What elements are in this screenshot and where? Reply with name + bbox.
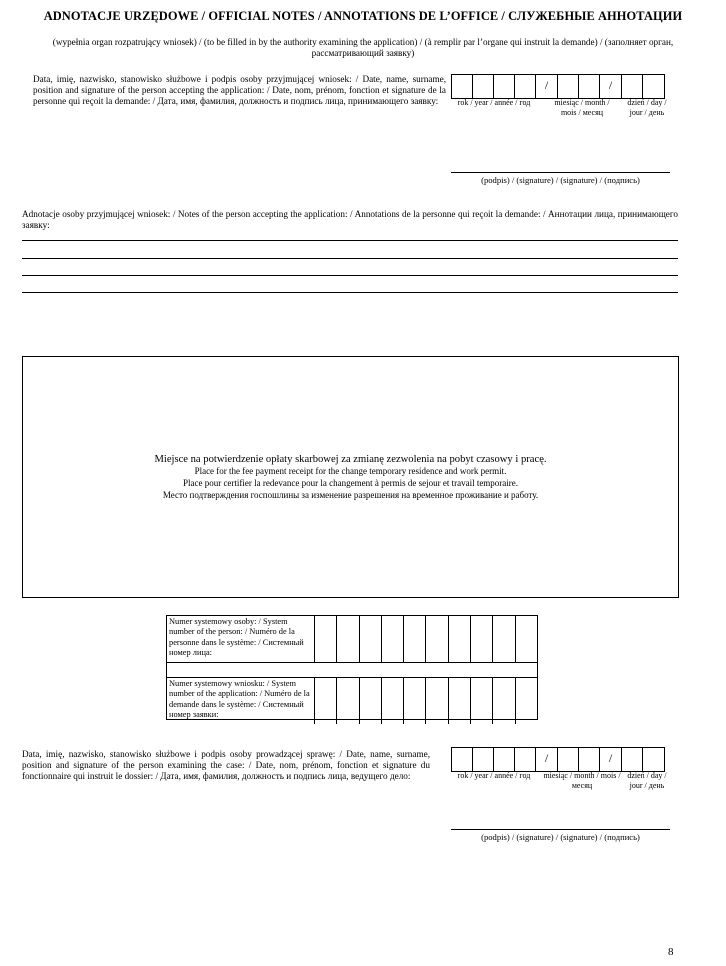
application-number-cell[interactable] [426,678,448,724]
date-month-cell-2[interactable] [579,75,600,98]
system-table-gap [167,662,537,678]
fee-text-ru: Место подтверждения госпошлины за изменение разрешения на временное проживание и работу. [162,490,539,500]
examiner-signature-label: (podpis) / (signature) / (signature) / (подпись) [481,832,640,842]
date-separator: / [536,748,558,771]
date-month-label: miesiąc / month / mois / месяц [554,98,610,117]
date-day-label: dzień / day / jour / день [627,771,667,790]
date-day-cell-1[interactable] [622,748,643,771]
person-number-cell[interactable] [426,616,448,662]
date-year-label: rok / year / année / год [457,771,531,780]
person-number-cell[interactable] [404,616,426,662]
person-system-number-field[interactable] [315,616,537,662]
page-title: ADNOTACJE URZĘDOWE / OFFICIAL NOTES / ANNOTATIONS DE L’OFFICE / СЛУЖЕБНЫЕ АННОТАЦИИ [43,9,683,23]
page-subtitle: (wypełnia organ rozpatrujący wniosek) / (to be filled in by the authority examining the application) / (à remplir par l’organe qui instruit la demande) / (заполняет орган, рассматривающий заявку) [52,37,674,58]
date-separator: / [600,748,622,771]
application-number-cell[interactable] [471,678,493,724]
person-number-cell[interactable] [360,616,382,662]
person-number-cell[interactable] [516,616,537,662]
application-system-number-field[interactable] [315,678,537,724]
date-day-cell-1[interactable] [622,75,643,98]
person-number-cell[interactable] [493,616,515,662]
fee-receipt-box[interactable] [22,356,679,598]
date-day-label: dzień / day / jour / день [627,98,667,117]
date-year-cell-4[interactable] [515,75,536,98]
application-number-cell[interactable] [516,678,537,724]
application-number-cell[interactable] [360,678,382,724]
date-month-cell-1[interactable] [558,75,579,98]
application-system-number-label: Numer systemowy wniosku: / System number of the application: / Numéro de la demande dans le système: / Системный номер заявки: [167,678,315,724]
date-year-label: rok / year / année / год [457,98,531,107]
date-year-cell-2[interactable] [473,748,494,771]
person-number-cell[interactable] [449,616,471,662]
application-number-cell[interactable] [382,678,404,724]
notes-line-3[interactable] [22,275,678,276]
application-number-cell[interactable] [315,678,337,724]
date-separator: / [600,75,622,98]
date-year-cell-3[interactable] [494,75,515,98]
person-number-cell[interactable] [471,616,493,662]
date-year-cell-3[interactable] [494,748,515,771]
person-number-cell[interactable] [337,616,359,662]
acceptor-instructions: Data, imię, nazwisko, stanowisko służbowe i podpis osoby przyjmującej wniosek: / Date, name, surname, position and signature of the person accepting the application: / Date, nom, prénom, fonction et signature de la personne qui reçoit la demande: / Дата, имя, фамилия, должность и подпись лица, принимающего заявку: [33,74,446,107]
fee-text-fr: Place pour certifier la redevance pour la changement à permis de sejour et travail temporaire. [182,478,519,488]
acceptor-signature-line[interactable] [451,172,670,173]
date-year-cell-4[interactable] [515,748,536,771]
application-number-cell[interactable] [337,678,359,724]
notes-line-1[interactable] [22,240,678,241]
application-number-cell[interactable] [449,678,471,724]
date-month-cell-2[interactable] [579,748,600,771]
fee-text-pl: Miejsce na potwierdzenie opłaty skarbowej za zmianę zezwolenia na pobyt czasowy i pracę. [154,454,547,465]
date-month-cell-1[interactable] [558,748,579,771]
date-day-cell-2[interactable] [643,748,664,771]
application-number-cell[interactable] [493,678,515,724]
person-number-cell[interactable] [315,616,337,662]
person-system-number-label: Numer systemowy osoby: / System number of the person: / Numéro de la personne dans le système: / Системный номер лица: [167,616,315,662]
person-number-cell[interactable] [382,616,404,662]
date-year-cell-1[interactable] [452,748,473,771]
acceptor-date-field[interactable] [451,74,665,99]
system-number-table [166,615,538,720]
fee-text-en: Place for the fee payment receipt for the change temporary residence and work permit. [194,466,507,476]
notes-line-4[interactable] [22,292,678,293]
application-number-cell[interactable] [404,678,426,724]
notes-instructions: Adnotacje osoby przyjmującej wniosek: / Notes of the person accepting the application: / Annotations de la personne qui reçoit la demande: / Аннотации лица, принимающего заявку: [22,209,678,231]
examiner-date-field[interactable] [451,747,665,772]
date-month-label: miesiąc / month / mois / месяц [543,771,621,790]
page-number: 8 [668,946,674,958]
notes-line-2[interactable] [22,258,678,259]
date-year-cell-2[interactable] [473,75,494,98]
examiner-signature-line[interactable] [451,829,670,830]
date-separator: / [536,75,558,98]
date-day-cell-2[interactable] [643,75,664,98]
examiner-instructions: Data, imię, nazwisko, stanowisko służbowe i podpis osoby prowadzącej sprawę: / Date, name, surname, position and signature of the person examining the case: / Date, nom, prénom, fonction et signature du fonctionnaire qui instruit le dossier: / Дата, имя, фамилия, должность и подпись лица, ведущего дело: [22,749,430,782]
date-year-cell-1[interactable] [452,75,473,98]
acceptor-signature-label: (podpis) / (signature) / (signature) / (подпись) [481,175,640,185]
